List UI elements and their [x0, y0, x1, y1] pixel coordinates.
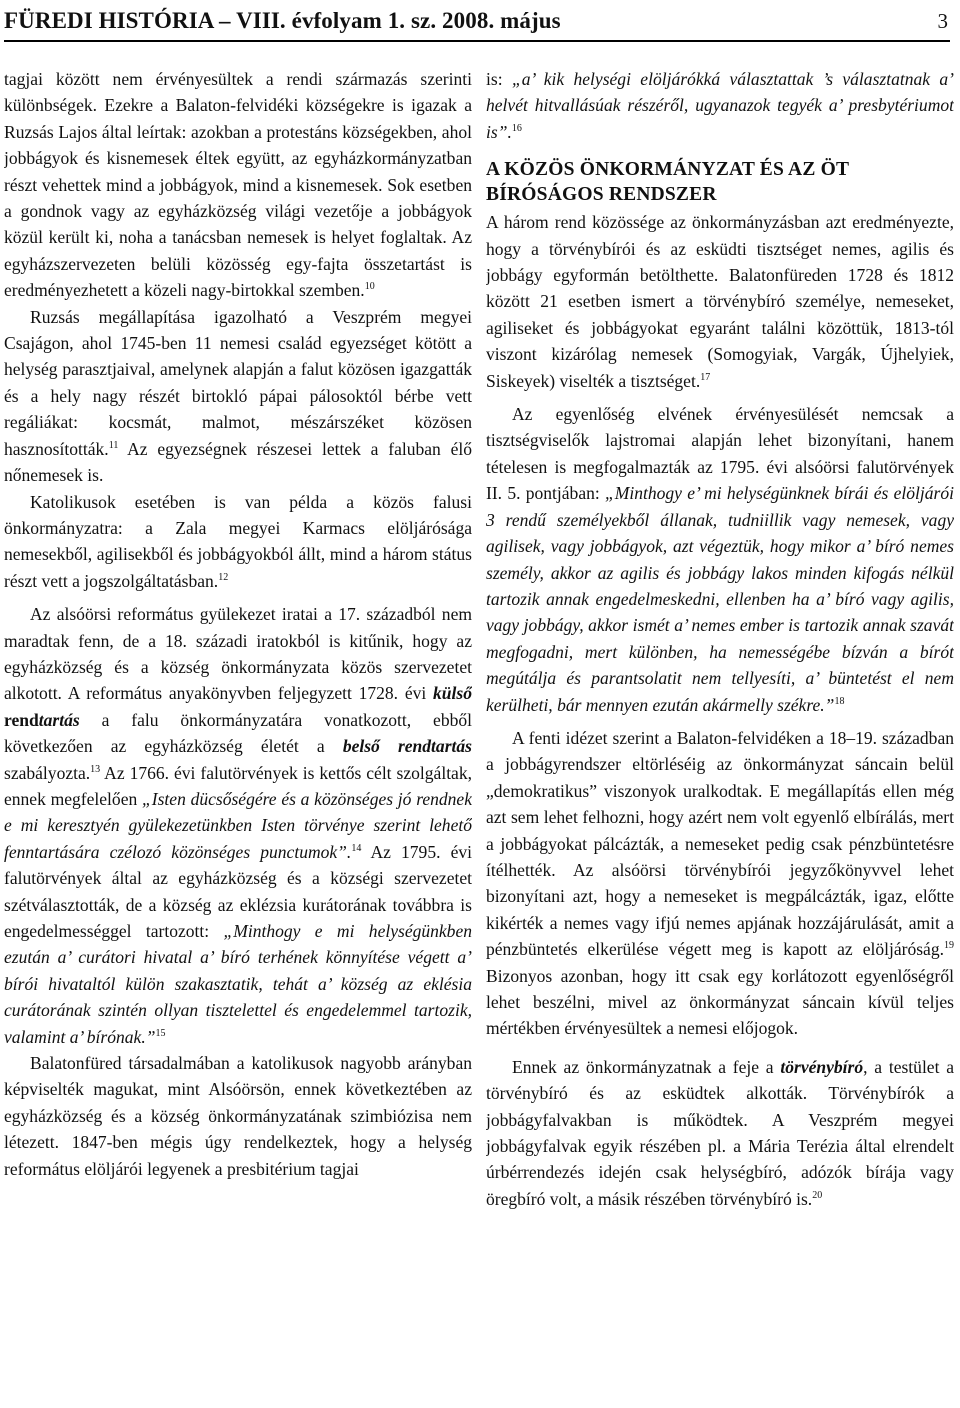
italic-quote: „Minthogy e mi helységünkben ezután a’ curátori hivatal a’ bíró terhének könnyítése végett a’ bírói hivataltól külön szakasztatik, tehát a’ község az eklésia curátorának szintén ollyan tisztelettel és engedelemmel tartozik, valamint a’ bírónak.”	[4, 921, 472, 1047]
text-run: Az 1795. évi falutörvények által az egyházközség és a községi szervezetet szétválasztották, de a község az eklézsia kurátorának továbbra is engedelmességgel tartozott:	[4, 841, 472, 941]
text-run: A fenti idézet szerint a Balaton-felvidéken a 18–19. században a jobbágyrendszer eltörléséig az önkormányzat sáncain belül „demokratikus” viszonyok uralkodtak. E megállapítás ellen még azt sem lehet felhozni, hogy azért nem volt egyenlő elbírálás, mert a jobbágyokat pálcázták, a nemeseket pedig csak pénzbüntetésre ítélhették. Az alsóörsi törvénybírói jegyzőkönyvvel lehet bizonyítani azt, hogy a nemeseket is megpálcázták, igaz, előtte kikérték a nemes vagy ifjú nemes apjának hozzájárulását, amit a pénzbüntetés elkerülése végett meg is kapott az elöljáróság.	[486, 727, 954, 960]
footnote-ref: 12	[218, 571, 229, 583]
paragraph	[486, 725, 954, 1042]
italic-quote: „Minthogy e’ mi helységünknek bírái és elöljárói 3 rendű személyekből állanak, tudniillik vagy nemesek, vagy agilisek, vagy jobbágyok, azt végeztük, hogy mikor a’ bíró nemes személy, akkor az agilis és jobbágy lakos minden kifogás nélkül tartozik annak engedelmeskedni, ellenben ha a’ bíró vagy agilis, vagy jobbágy, akkor ismét a’ nemes ember is tartozik annak szavát megfogadni, mert különben, ha nemességébe bízván a bírót megútálja és parantsolatit nem tellyesíti, a’ büntetést el nem kerülheti, bár mennyen ezután akármelly székre.”	[486, 483, 954, 715]
footnote-ref: 11	[108, 439, 119, 451]
bold-italic-term	[343, 736, 472, 756]
text-run: tagjai között nem érvényesültek a rendi származás szerinti különbségek. Ezekre a Balaton-felvidéki községekre is igazak a Ruzsás Lajos által leírtak: azokban a protestáns községekben, ahol jobbágyok és kisnemesek éltek együtt, az egyházkormányzatban részt vehettek mind a jobbágyok, mind a kisnemesek. Sok esetben a gondnok vagy az egyházközség világi vezetője a jobbágyok közül került ki, noha a tanácsban nemesek is helyet foglaltak. Az egyházszervezeten belüli közösség egy-fajta összetartást is eredményezhetett a közeli nagy-birtokkal szemben.	[4, 69, 472, 301]
right-column	[486, 66, 954, 1404]
italic-quote: „a’ kik helységi elöljárókká választattak ’s választatnak a’ helvét hitvallásúak részéről, ugyanazok tegyék a’ presbytériumot is”.	[486, 69, 954, 142]
text-run: Az egyezségnek részesei lettek a faluban élő nőnemesek is.	[4, 438, 472, 486]
text-run: is:	[486, 69, 512, 89]
emphasis: külső	[433, 683, 472, 704]
footnote-ref: 19	[944, 940, 954, 952]
text-run: Ruzsás megállapítása igazolható a Veszprém megyei Csajágon, ahol 1745-ben 11 nemesi család egyezséget kötött a helység parasztjaival, amelynek alapján a falut közösen igazgatták és a hely nagy részét birtokló pápai pálosoktól bérbe vett regáliákat: kocsmát, malmot, mészárszéket közösen hasznosították.	[4, 306, 472, 459]
paragraph	[4, 66, 472, 304]
text-run: A három rend közössége az önkormányzásban azt eredményezte, hogy a törvénybírói és az esküdti tisztséget nemes, agilis és jobbágy egyformán betölthette. Balatonfüreden 1728 és 1812 között 21 esetben ismert a törvénybíró személye, nemeseket, agiliseket és jobbágyokat egyaránt találni közöttük, 1813-tól viszont kizárólag nemesek (Somogyiak, Vargák, Újhelyiek, Siskeyek) viselték a tisztséget.	[486, 212, 954, 391]
footnote-ref: 20	[812, 1189, 823, 1201]
paragraph	[486, 209, 954, 394]
paragraph	[4, 304, 472, 489]
footnote-ref: 13	[90, 763, 101, 775]
paragraph	[486, 1054, 954, 1212]
paragraph	[4, 489, 472, 595]
footnote-ref: 17	[700, 371, 711, 383]
page-number: 3	[937, 8, 948, 33]
text-run: Ennek az önkormányzatnak a feje a	[512, 1056, 781, 1077]
bold-italic-term	[780, 1057, 863, 1077]
paragraph	[4, 601, 472, 1050]
footnote-ref: 18	[834, 695, 845, 707]
text-run: szabályozta.	[4, 762, 91, 783]
footnote-ref: 16	[511, 122, 522, 134]
footnote-ref: 10	[364, 281, 375, 293]
paragraph	[486, 401, 954, 718]
emphasis: belső rendtartás	[342, 736, 472, 757]
bold-italic-term	[433, 683, 472, 703]
running-header	[4, 2, 950, 42]
text-run: , a testület a törvénybíró és az esküdtek alkották. Törvénybírók a jobbágyfalvakban is működtek. A Veszprém megyei jobbágyfalvak egyik részében pl. a Mária Terézia által elrendelt úrbérrendezés idején csak helységbíró, adózók bírája vagy öregbíró volt, a másik részében törvénybíró is.	[486, 1056, 954, 1209]
text-run: Az alsóörsi református gyülekezet iratai a 17. századból nem maradtak fenn, de a 18. századi iratokból is kitűnik, hogy az egyházközség és a község önkormányzata közös szervezetet alkotott. A református anyakönyvben feljegyzett 1728. évi	[4, 604, 472, 704]
text-run: Katolikusok esetében is van példa a közös falusi önkormányzatra: a Zala megyei Karmacs elöljárósága nemesekből, agilisekből és jobbágyokból állt, mind a három státus részt vett a jogszolgáltatásban.	[4, 491, 472, 591]
text-run: Az egyenlőség elvének érvényesülését nemcsak a tisztségviselők lajstromai alapján lehet bizonyítani, hanem tételesen is megfogalmazták az 1795. évi alsóörsi falutörvények II. 5. pontjában:	[486, 404, 954, 504]
bold-term: rend	[4, 709, 39, 730]
text-run: a falu önkormányzatára vonatkozott, ebből következően az egyházközség életét a	[4, 709, 472, 757]
section-heading: A KÖZÖS ÖNKORMÁNYZAT ÉS AZ ÖT BÍRÓSÁGOS RENDSZER	[486, 159, 849, 206]
bold-italic-term	[39, 710, 80, 730]
paragraph	[486, 66, 954, 145]
text-run: Balatonfüred társadalmában a katolikusok nagyobb arányban képviselték magukat, mint Alsóörsön, ennek következtében az egyházközség és a község önkormányzatának szimbiózisa nem létezett. 1847-ben mégis úgy rendelkeztek, hogy a helység református elöljárói legyenek a presbitérium tagjai	[4, 1053, 472, 1179]
text-run: Bizonyos azonban, hogy itt csak egy korlátozott egyenlőségről lehet beszélni, mivel az önkormányzat sáncain kívül teljes mértékben érvényesültek a nemesi előjogok.	[486, 965, 954, 1039]
emphasis: tartás	[38, 709, 80, 730]
text-run: Az 1766. évi falutörvények is kettős célt szolgáltak, ennek megfelelően	[4, 762, 472, 809]
paragraph	[4, 1050, 472, 1182]
footnote-ref: 14	[351, 842, 362, 854]
left-column	[4, 66, 472, 1404]
footnote-ref: 15	[155, 1027, 166, 1039]
emphasis: törvénybíró	[780, 1056, 864, 1077]
journal-title: FÜREDI HISTÓRIA – VIII. évfolyam 1. sz. 2008. május	[4, 8, 561, 33]
italic-quote: „Isten dücsőségére és a közönséges jó rendnek e mi keresztyén gyülekezetünkben Isten törvénye szerint lehető fenntartására czélozó közönséges punctumok”.	[4, 788, 472, 862]
